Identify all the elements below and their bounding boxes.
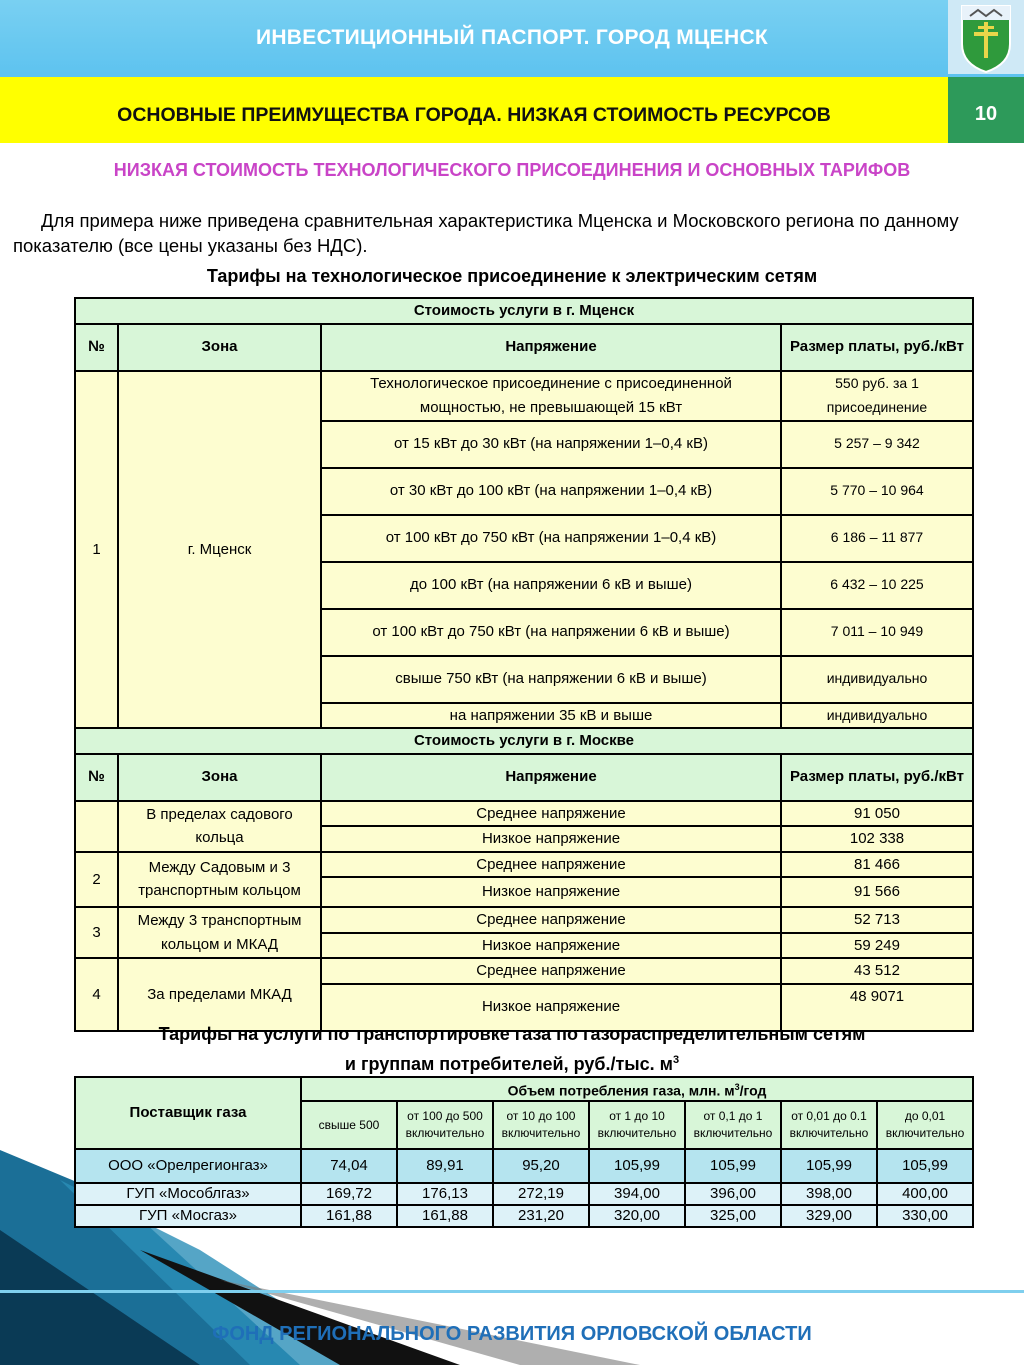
voltage-cell: до 100 кВт (на напряжении 6 кВ и выше): [321, 562, 781, 609]
volume-column-header: свыше 500: [301, 1101, 397, 1149]
price-cell: индивидуально: [781, 703, 973, 729]
price-cell: 43 512: [781, 958, 973, 984]
tariff-cell: 398,00: [781, 1183, 877, 1205]
document-title: ИНВЕСТИЦИОННЫЙ ПАСПОРТ. ГОРОД МЦЕНСК: [255, 26, 769, 49]
voltage-cell: Низкое напряжение: [321, 933, 781, 959]
price-cell: 91 050: [781, 801, 973, 827]
tariff-cell: 330,00: [877, 1205, 973, 1227]
voltage-cell: Среднее напряжение: [321, 852, 781, 878]
section-title: ОСНОВНЫЕ ПРЕИМУЩЕСТВА ГОРОДА. НИЗКАЯ СТОИМОСТЬ РЕСУРСОВ: [117, 104, 831, 126]
supplier-cell: ООО «Орелрегионгаз»: [75, 1149, 301, 1183]
tariff-cell: 161,88: [301, 1205, 397, 1227]
volume-column-header: от 1 до 10 включительно: [589, 1101, 685, 1149]
price-cell: 52 713: [781, 907, 973, 933]
volume-column-header: от 100 до 500 включительно: [397, 1101, 493, 1149]
row-number: 2: [75, 852, 118, 908]
voltage-cell: Низкое напряжение: [321, 826, 781, 852]
tariff-cell: 89,91: [397, 1149, 493, 1183]
tariff-cell: 272,19: [493, 1183, 589, 1205]
table2-title-line1: Тарифы на услуги по транспортировке газа по газораспределительным сетям: [158, 1024, 866, 1044]
supplier-cell: ГУП «Мособлгаз»: [75, 1183, 301, 1205]
supplier-header: Поставщик газа: [75, 1077, 301, 1149]
voltage-cell: от 15 кВт до 30 кВт (на напряжении 1–0,4 кВ): [321, 421, 781, 468]
zone-cell: Между Садовым и 3 транспортным кольцом: [118, 852, 321, 908]
table1-title: Тарифы на технологическое присоединение к электрическим сетям: [206, 266, 818, 286]
volume-header-tail: /год: [739, 1082, 767, 1099]
price-cell: 7 011 – 10 949: [781, 609, 973, 656]
tariff-cell: 169,72: [301, 1183, 397, 1205]
zone-cell: За пределами МКАД: [118, 958, 321, 1031]
volume-header-text: Объем потребления газа, млн. м: [507, 1082, 735, 1099]
table2-title-sup: 3: [672, 1054, 680, 1066]
row-number: 4: [75, 958, 118, 1031]
voltage-cell: Среднее напряжение: [321, 801, 781, 827]
volume-column-header: от 0,1 до 1 включительно: [685, 1101, 781, 1149]
table-row: [75, 1149, 973, 1183]
tariff-cell: 105,99: [877, 1149, 973, 1183]
table-row: [75, 1205, 973, 1227]
tariff-cell: 231,20: [493, 1205, 589, 1227]
price-cell: 6 432 – 10 225: [781, 562, 973, 609]
table2-title: [0, 1021, 1024, 1077]
mtsensk-section-header: Стоимость услуги в г. Мценск: [75, 298, 973, 324]
tariff-cell: 320,00: [589, 1205, 685, 1227]
page-subtitle: НИЗКАЯ СТОИМОСТЬ ТЕХНОЛОГИЧЕСКОГО ПРИСОЕДИНЕНИЯ И ОСНОВНЫХ ТАРИФОВ: [113, 160, 911, 180]
col-voltage-header: Напряжение: [321, 754, 781, 801]
voltage-cell: свыше 750 кВт (на напряжении 6 кВ и выше): [321, 656, 781, 703]
volume-header: [301, 1077, 973, 1101]
voltage-cell: от 100 кВт до 750 кВт (на напряжении 6 кВ и выше): [321, 609, 781, 656]
voltage-cell: Низкое напряжение: [321, 984, 781, 1031]
volume-column-header: от 0,01 до 0.1 включительно: [781, 1101, 877, 1149]
price-cell: 81 466: [781, 852, 973, 878]
col-zone-header: Зона: [118, 324, 321, 371]
volume-header-sup: 3: [734, 1082, 740, 1093]
supplier-cell: ГУП «Мосгаз»: [75, 1205, 301, 1227]
row-number: 3: [75, 907, 118, 958]
tariff-cell: 105,99: [781, 1149, 877, 1183]
zone-cell: В пределах садового кольца: [118, 801, 321, 852]
tariff-cell: 161,88: [397, 1205, 493, 1227]
voltage-cell: на напряжении 35 кВ и выше: [321, 703, 781, 729]
voltage-cell: Низкое напряжение: [321, 877, 781, 907]
tariff-cell: 394,00: [589, 1183, 685, 1205]
electricity-tariffs-table: [74, 297, 974, 1032]
tariff-cell: 74,04: [301, 1149, 397, 1183]
tariff-cell: 176,13: [397, 1183, 493, 1205]
zone-cell: г. Мценск: [118, 371, 321, 729]
intro-paragraph: Для примера ниже приведена сравнительная характеристика Мценска и Московского региона по данному показателю (все цены указаны без НДС).: [13, 210, 959, 256]
coat-of-arms-logo: [948, 0, 1024, 74]
tariff-cell: 105,99: [685, 1149, 781, 1183]
price-cell: 102 338: [781, 826, 973, 852]
table-row: [75, 1183, 973, 1205]
price-cell: 550 руб. за 1 присоединение: [781, 371, 973, 421]
volume-column-header: от 10 до 100 включительно: [493, 1101, 589, 1149]
price-cell: индивидуально: [781, 656, 973, 703]
price-cell: 91 566: [781, 877, 973, 907]
row-number: 1: [75, 371, 118, 729]
voltage-cell: от 100 кВт до 750 кВт (на напряжении 1–0,4 кВ): [321, 515, 781, 562]
price-cell: 59 249: [781, 933, 973, 959]
voltage-cell: Технологическое присоединение с присоединенной мощностью, не превышающей 15 кВт: [321, 371, 781, 421]
tariff-cell: 400,00: [877, 1183, 973, 1205]
price-cell: 48 9071: [781, 984, 973, 1031]
voltage-cell: от 30 кВт до 100 кВт (на напряжении 1–0,4 кВ): [321, 468, 781, 515]
tariff-cell: 325,00: [685, 1205, 781, 1227]
tariff-cell: 95,20: [493, 1149, 589, 1183]
price-cell: 5 257 – 9 342: [781, 421, 973, 468]
col-price-header: Размер платы, руб./кВт: [781, 754, 973, 801]
volume-column-header: до 0,01 включительно: [877, 1101, 973, 1149]
tariff-cell: 396,00: [685, 1183, 781, 1205]
col-price-header: Размер платы, руб./кВт: [781, 324, 973, 371]
gas-tariffs-table: [74, 1076, 974, 1228]
col-no-header: №: [75, 754, 118, 801]
table2-title-line2: и группам потребителей, руб./тыс. м: [344, 1054, 673, 1074]
tariff-cell: 329,00: [781, 1205, 877, 1227]
row-number: [75, 801, 118, 852]
price-cell: 5 770 – 10 964: [781, 468, 973, 515]
footer-divider: [0, 1290, 1024, 1293]
col-no-header: №: [75, 324, 118, 371]
voltage-cell: Среднее напряжение: [321, 907, 781, 933]
col-voltage-header: Напряжение: [321, 324, 781, 371]
price-cell: 6 186 – 11 877: [781, 515, 973, 562]
col-zone-header: Зона: [118, 754, 321, 801]
tariff-cell: 105,99: [589, 1149, 685, 1183]
zone-cell: Между 3 транспортным кольцом и МКАД: [118, 907, 321, 958]
footer-text: ФОНД РЕГИОНАЛЬНОГО РАЗВИТИЯ ОРЛОВСКОЙ ОБЛАСТИ: [212, 1323, 812, 1345]
voltage-cell: Среднее напряжение: [321, 958, 781, 984]
page-number: 10: [974, 103, 998, 125]
moscow-section-header: Стоимость услуги в г. Москве: [75, 728, 973, 754]
